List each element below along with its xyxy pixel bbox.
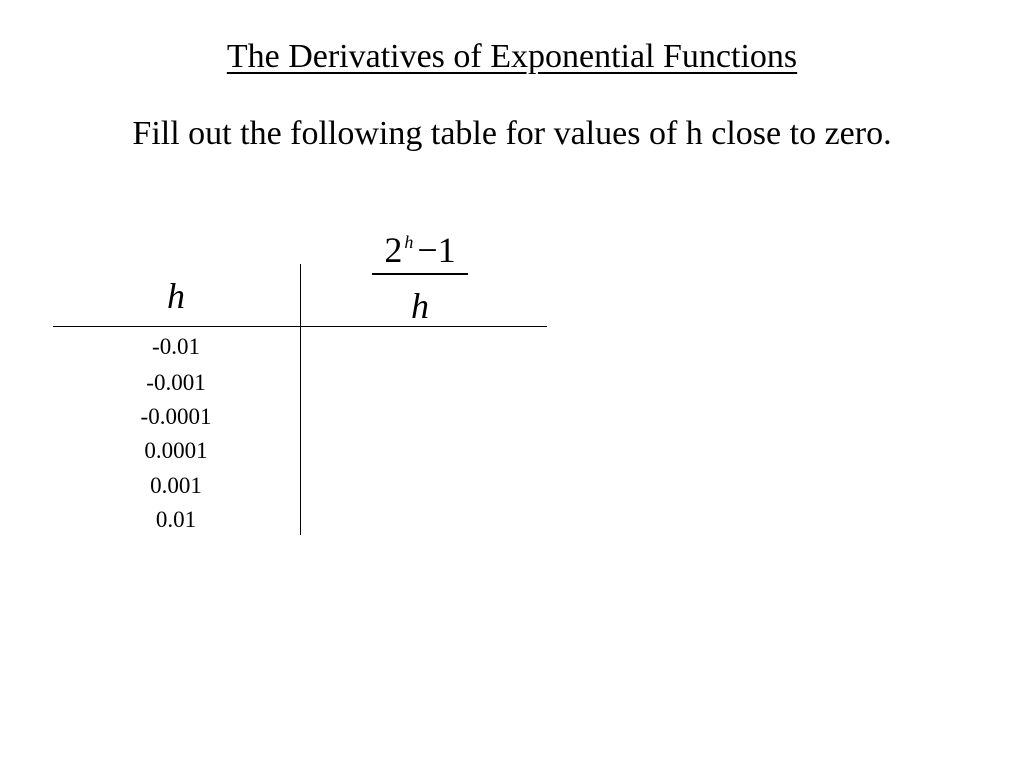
instructions-text: Fill out the following table for values of h close to zero. bbox=[132, 115, 892, 152]
formula-minus-one: −1 bbox=[417, 230, 456, 270]
difference-quotient-formula bbox=[370, 218, 470, 330]
table-row-h-value: -0.0001 bbox=[140, 404, 212, 429]
table-row-h-value: -0.001 bbox=[146, 370, 206, 395]
formula-denominator: h bbox=[411, 286, 429, 326]
table-row-h-value: 0.0001 bbox=[144, 438, 208, 463]
formula-numerator bbox=[370, 218, 470, 274]
formula-exponent: h bbox=[404, 232, 414, 252]
fraction-bar bbox=[372, 273, 468, 275]
table-row-h-value: 0.01 bbox=[155, 507, 197, 532]
slide-title bbox=[0, 36, 1024, 78]
column-header-h: h bbox=[167, 276, 185, 316]
table-row-h-value: 0.001 bbox=[150, 473, 202, 498]
formula-base: 2 bbox=[384, 230, 403, 270]
slide-title-text: The Derivatives of Exponential Functions bbox=[226, 38, 798, 75]
table-row-h-value: -0.01 bbox=[152, 334, 200, 359]
table-column-divider bbox=[300, 264, 301, 535]
